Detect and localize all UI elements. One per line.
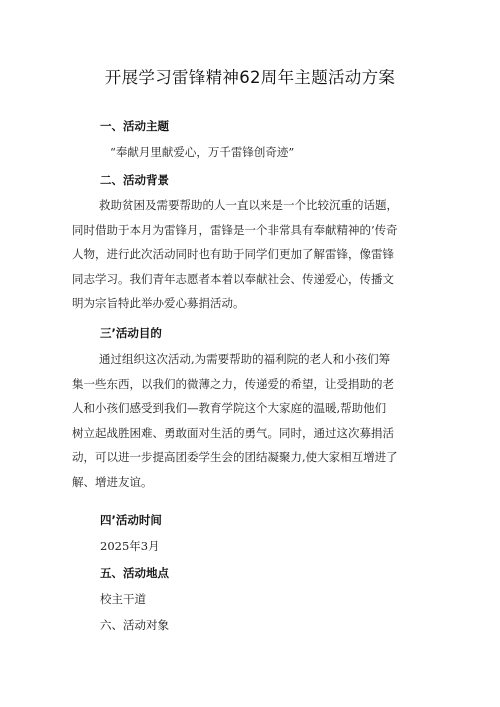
section-heading-location: 五、活动地点: [100, 566, 169, 580]
paragraph-line: 动，可以进一步提高团委学生会的团结凝聚力,使大家相互增进了: [72, 450, 398, 464]
paragraph-line: 集一些东西，以我们的微薄之力，传递爱的希望，让受捐助的老: [72, 376, 394, 391]
paragraph-line: 树立起战胜困难、勇敢面对生活的勇气。同时，通过这次募捐活: [72, 425, 394, 440]
paragraph-line: 明为宗旨特此举办爱心募捐活动。: [72, 296, 245, 310]
section-heading-theme: 一、活动主题: [100, 119, 169, 133]
purpose-paragraph: [72, 347, 434, 494]
background-paragraph: [72, 193, 434, 316]
paragraph-line: 通过组织这次活动,为需要帮助的福利院的老人和小孩们筹: [99, 352, 391, 366]
theme-text: “奉献月里献爱心，万千雷锋创奇迹”: [110, 145, 295, 159]
paragraph-line: 解、增进友谊。: [72, 474, 153, 489]
section-heading-target: 六、活动对象: [100, 618, 169, 632]
paragraph-line: 救助贫困及需要帮助的人一直以来是一个比较沉重的话题，: [99, 198, 398, 212]
time-text: 2025年3月: [100, 539, 160, 553]
section-heading-background: 二、活动背景: [100, 173, 169, 187]
paragraph-line: 人和小孩们感受到我们—教育学院这个大家庭的温暖,帮助他们: [72, 401, 387, 415]
paragraph-line: 同志学习。我们青年志愿者本着以奉献社会、传递爱心，传播文: [72, 271, 394, 286]
paragraph-line: 人物，进行此次活动同时也有助于同学们更加了解雷锋，像雷锋: [72, 247, 394, 261]
location-text: 校主干道: [100, 592, 146, 606]
section-heading-time: 四’活动时间: [100, 513, 162, 527]
paragraph-line: 同时借助于本月为雷锋月，雷锋是一个非常具有奉献精神的’传奇: [72, 222, 398, 237]
document-title: 开展学习雷锋精神62周年主题活动方案: [104, 68, 396, 87]
section-heading-purpose: 三’活动目的: [100, 326, 162, 340]
